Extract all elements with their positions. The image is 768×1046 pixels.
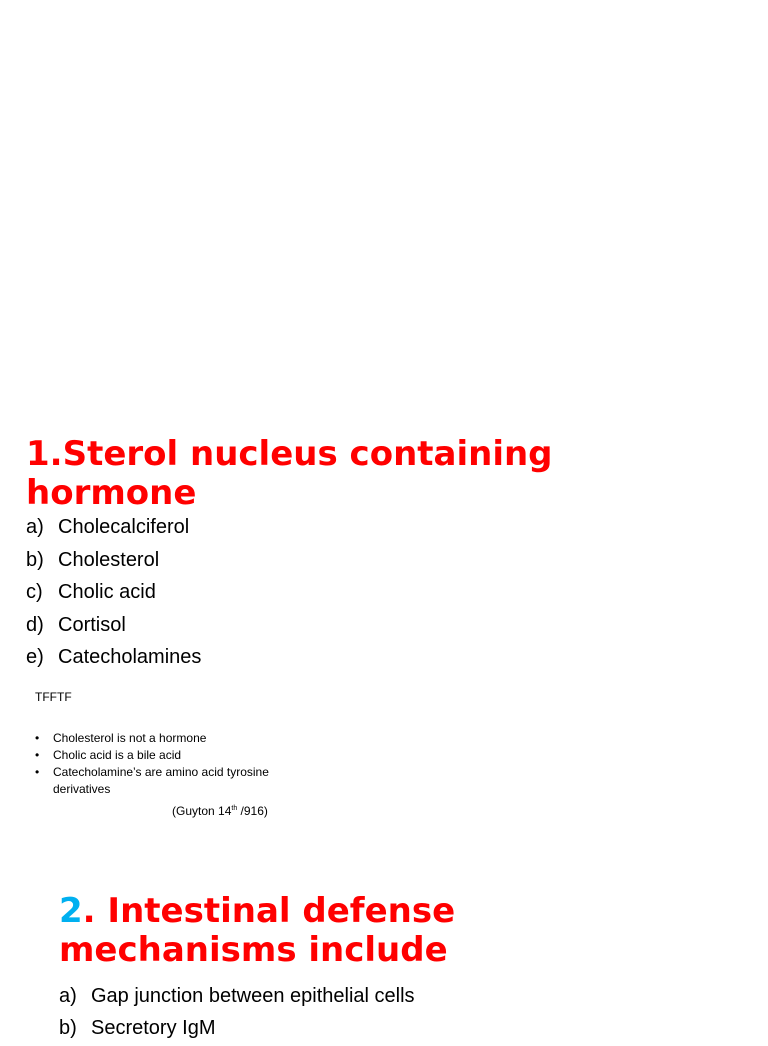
option-text: Cholesterol: [58, 548, 160, 571]
reference-prefix: (Guyton 14: [172, 804, 232, 818]
question-2-title: [59, 892, 659, 970]
question-2-number: 2: [59, 891, 83, 931]
option-item: [59, 982, 415, 1014]
option-item: [59, 1014, 415, 1046]
explanation-text: Cholic acid is a bile acid: [53, 748, 182, 762]
question-2-text: . Intestinal defense mechanisms include: [59, 891, 456, 970]
bullet-icon: •: [35, 731, 40, 745]
option-item: [26, 611, 201, 644]
bullet-icon: •: [35, 748, 40, 762]
option-text: Catecholamines: [58, 646, 202, 668]
explanation-item: [35, 730, 305, 747]
explanation-item: [35, 764, 305, 798]
option-letter: a): [59, 985, 77, 1007]
question-1-number: 1.: [26, 434, 63, 474]
question-1-title: [26, 435, 626, 513]
option-letter: b): [26, 548, 44, 571]
explanation-list: [35, 730, 305, 798]
answer-key: TFFTF: [35, 690, 72, 704]
option-letter: c): [26, 581, 43, 603]
option-letter: d): [26, 613, 44, 636]
reference-suffix: /916): [237, 804, 268, 818]
option-item: [26, 513, 201, 546]
option-item: [26, 643, 201, 676]
reference-superscript: th: [231, 805, 238, 812]
question-1-text: Sterol nucleus containing hormone: [26, 434, 553, 513]
explanation-item: [35, 747, 305, 764]
bullet-icon: •: [35, 765, 40, 779]
explanation-text: Cholesterol is not a hormone: [53, 731, 207, 745]
explanation-text: Catecholamine’s are amino acid tyrosine derivatives: [53, 765, 269, 796]
option-letter: e): [26, 646, 44, 668]
reference-citation: [172, 800, 268, 820]
option-text: Secretory IgM: [91, 1017, 216, 1039]
option-text: Cholecalciferol: [58, 516, 190, 538]
option-text: Gap junction between epithelial cells: [91, 985, 415, 1007]
option-text: Cortisol: [58, 613, 126, 636]
question-2-options: [59, 982, 415, 1046]
option-letter: a): [26, 516, 44, 538]
option-text: Cholic acid: [58, 581, 156, 603]
question-1-options: [26, 513, 201, 676]
option-letter: b): [59, 1017, 77, 1039]
option-item: [26, 546, 201, 579]
option-item: [26, 578, 201, 611]
